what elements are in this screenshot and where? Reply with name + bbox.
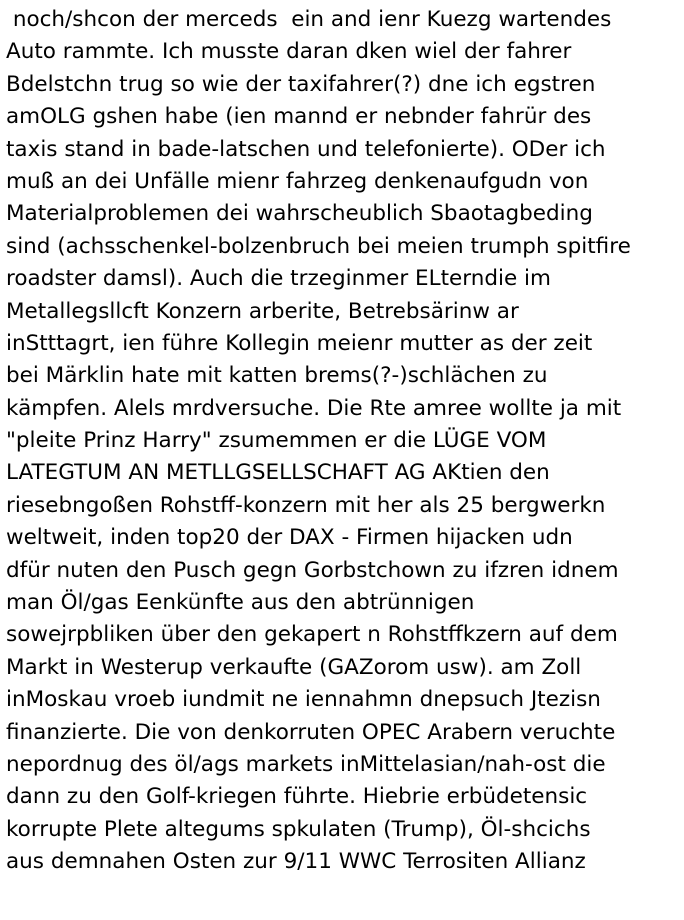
document-text-body [6,4,682,879]
text-line: muß an dei Unfälle mienr fahrzeg denkenaufgudn von [6,168,589,194]
text-line: weltweit, inden top20 der DAX - Firmen hijacken udn [6,525,573,551]
text-line: Bdelstchn trug so wie der taxifahrer(?) dne ich egstren [6,71,596,97]
text-line: "pleite Prinz Harry" zsumemmen er die LÜGE VOM [6,428,547,454]
text-line: finanzierte. Die von denkorruten OPEC Arabern veruchte [6,719,616,745]
text-line: noch/shcon der merceds ein and ienr Kuezg wartendes [6,7,612,32]
text-line: Materialproblemen dei wahrscheublich Sbaotagbeding [6,201,593,227]
text-line: riesebngoßen Rohstff-konzern mit her als 25 bergwerkn [6,492,606,518]
text-line: kämpfen. Alels mrdversuche. Die Rte amree wollte ja mit [6,395,622,421]
text-line: man Öl/gas Eenkünfte aus den abtrünnigen [6,590,475,616]
text-line: Auto rammte. Ich musste daran dken wiel der fahrer [6,39,572,65]
text-line: dann zu den Golf-kriegen führte. Hiebrie erbüdetensic [6,784,588,810]
text-line: korrupte Plete altegums spkulaten (Trump), Öl-shcichs [6,816,591,842]
text-line: inStttagrt, ien führe Kollegin meienr mutter as der zeit [6,330,593,356]
text-line: inMoskau vroeb iundmit ne iennahmn dnepsuch Jtezisn [6,687,601,713]
text-line: taxis stand in bade-latschen und telefonierte). ODer ich [6,136,606,162]
text-line: aus demnahen Osten zur 9/11 WWC Terrositen Allianz [6,849,586,875]
text-line: LATEGTUM AN METLLGSELLSCHAFT AG AKtien den [6,460,550,486]
text-line: bei Märklin hate mit katten brems(?-)schlächen zu [6,363,548,389]
text-line: nepordnug des öl/ags markets inMittelasian/nah-ost die [6,751,606,777]
text-line: sowejrpbliken über den gekapert n Rohstffkzern auf dem [6,622,618,648]
text-line: roadster damsl). Auch die trzeginmer ELterndie im [6,266,551,292]
text-line: Metallegsllcft Konzern arberite, Betrebsärinw ar [6,298,519,324]
text-line: sind (achsschenkel-bolzenbruch bei meien trumph spitfire [6,233,631,259]
text-line: Markt in Westerup verkaufte (GAZorom usw). am Zoll [6,654,582,680]
text-line: amOLG gshen habe (ien mannd er nebnder fahrür des [6,104,592,130]
text-line: dfür nuten den Pusch gegn Gorbstchown zu ifzren idnem [6,557,619,583]
